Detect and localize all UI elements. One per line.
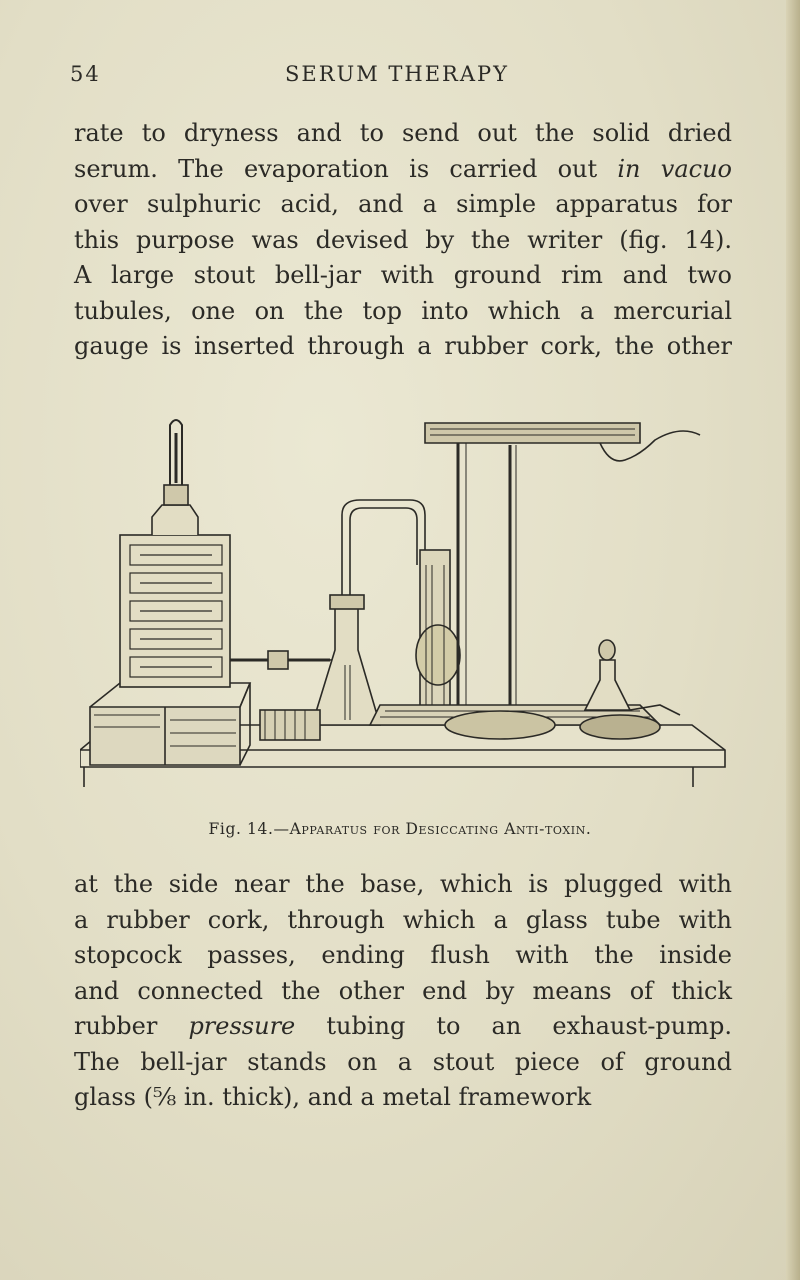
running-head: SERUM THERAPY: [285, 62, 510, 86]
page-edge: [786, 0, 800, 1280]
text-line: over sulphuric acid, and a simple apparatus for: [74, 190, 732, 218]
text-line: stopcock passes, ending flush with the inside: [74, 941, 732, 969]
text-line: a rubber cork, through which a glass tube with: [74, 905, 732, 934]
text-line: and connected the other end by means of thick: [74, 976, 732, 1005]
text-line: gauge is inserted through a rubber cork, the other: [74, 332, 732, 360]
text-line: serum. The evaporation is carried out in vacuo: [74, 154, 732, 183]
text-line: A large stout bell-jar with ground rim and two: [74, 261, 732, 289]
paragraph-1: [74, 116, 732, 365]
italic-text: pressure: [188, 1012, 296, 1040]
apparatus-illustration: [80, 405, 730, 800]
figure-caption: [0, 820, 800, 838]
page-number: 54: [70, 62, 101, 86]
page-header: [70, 62, 730, 96]
text-line: tubules, one on the top into which a mercurial: [74, 296, 732, 325]
text-line: this purpose was devised by the writer (fig. 14).: [74, 225, 732, 254]
figure-caption-text: —Apparatus for Desiccating Anti-toxin.: [273, 820, 592, 838]
figure-caption-prefix: Fig. 14.: [208, 820, 274, 838]
text-line: rubber pressure tubing to an exhaust-pump.: [74, 1012, 733, 1040]
text-line: glass (⅝ in. thick), and a metal framework: [74, 1083, 592, 1111]
italic-text: in vacuo: [617, 154, 732, 183]
paragraph-2: [74, 867, 732, 1116]
text-line: at the side near the base, which is plugged with: [74, 870, 732, 898]
text-line: rate to dryness and to send out the solid dried: [74, 119, 732, 147]
text-line: The bell-jar stands on a stout piece of ground: [74, 1047, 732, 1076]
